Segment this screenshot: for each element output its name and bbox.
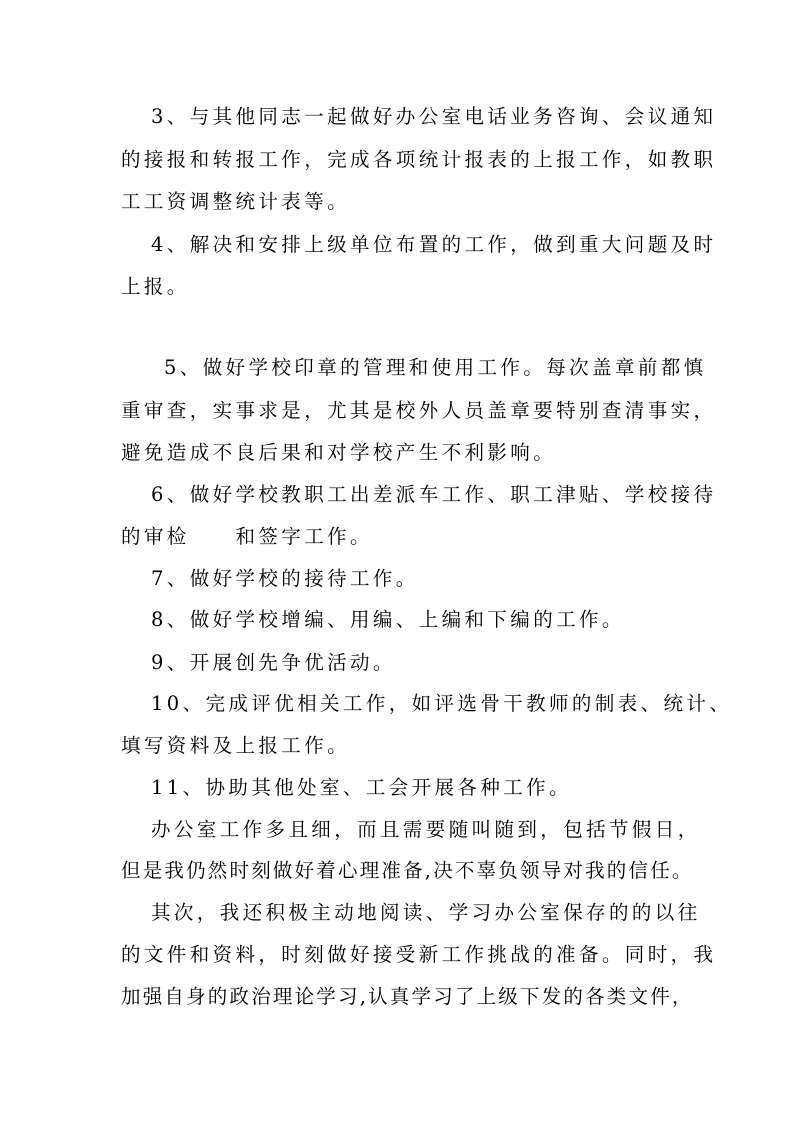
paragraph-line: 6、做好学校教职工出差派车工作、职工津贴、学校接待 <box>151 483 717 506</box>
paragraph-line: 4、解决和安排上级单位布置的工作，做到重大问题及时 <box>151 233 717 256</box>
paragraph-line: 避免造成不良后果和对学校产生不利影响。 <box>121 441 557 464</box>
paragraph-line: 7、做好学校的接待工作。 <box>151 567 419 590</box>
paragraph-line: 5、做好学校印章的管理和使用工作。每次盖章前都慎 <box>164 356 707 379</box>
paragraph-line: 10、完成评优相关工作，如评选骨干教师的制表、统计、 <box>151 692 733 715</box>
paragraph-line: 但是我仍然时刻做好着心理准备,决不辜负领导对我的信任。 <box>121 859 694 882</box>
paragraph-line: 11、协助其他处室、工会开展各种工作。 <box>151 776 572 799</box>
paragraph-line: 其次，我还积极主动地阅读、学习办公室保存的的以往 <box>151 901 701 924</box>
paragraph-line: 工工资调整统计表等。 <box>121 190 351 213</box>
paragraph-line: 的审检 和签字工作。 <box>121 525 373 548</box>
paragraph-line: 办公室工作多且细，而且需要随叫随到，包括节假日， <box>151 818 701 841</box>
paragraph-line: 8、做好学校增编、用编、上编和下编的工作。 <box>151 608 625 631</box>
paragraph-line: 填写资料及上报工作。 <box>121 734 351 757</box>
paragraph-line: 上报。 <box>121 275 190 298</box>
paragraph-line: 重审查，实事求是，尤其是校外人员盖章要特别查清事实， <box>121 399 717 422</box>
paragraph-line: 的文件和资料，时刻做好接受新工作挑战的准备。同时，我 <box>121 943 717 966</box>
paragraph-line: 9、开展创先争优活动。 <box>151 651 396 674</box>
paragraph-line: 的接报和转报工作，完成各项统计报表的上报工作，如教职 <box>121 148 717 171</box>
paragraph-line: 加强自身的政治理论学习,认真学习了上级下发的各类文件， <box>121 985 694 1008</box>
paragraph-line: 3、与其他同志一起做好办公室电话业务咨询、会议通知 <box>151 105 717 128</box>
